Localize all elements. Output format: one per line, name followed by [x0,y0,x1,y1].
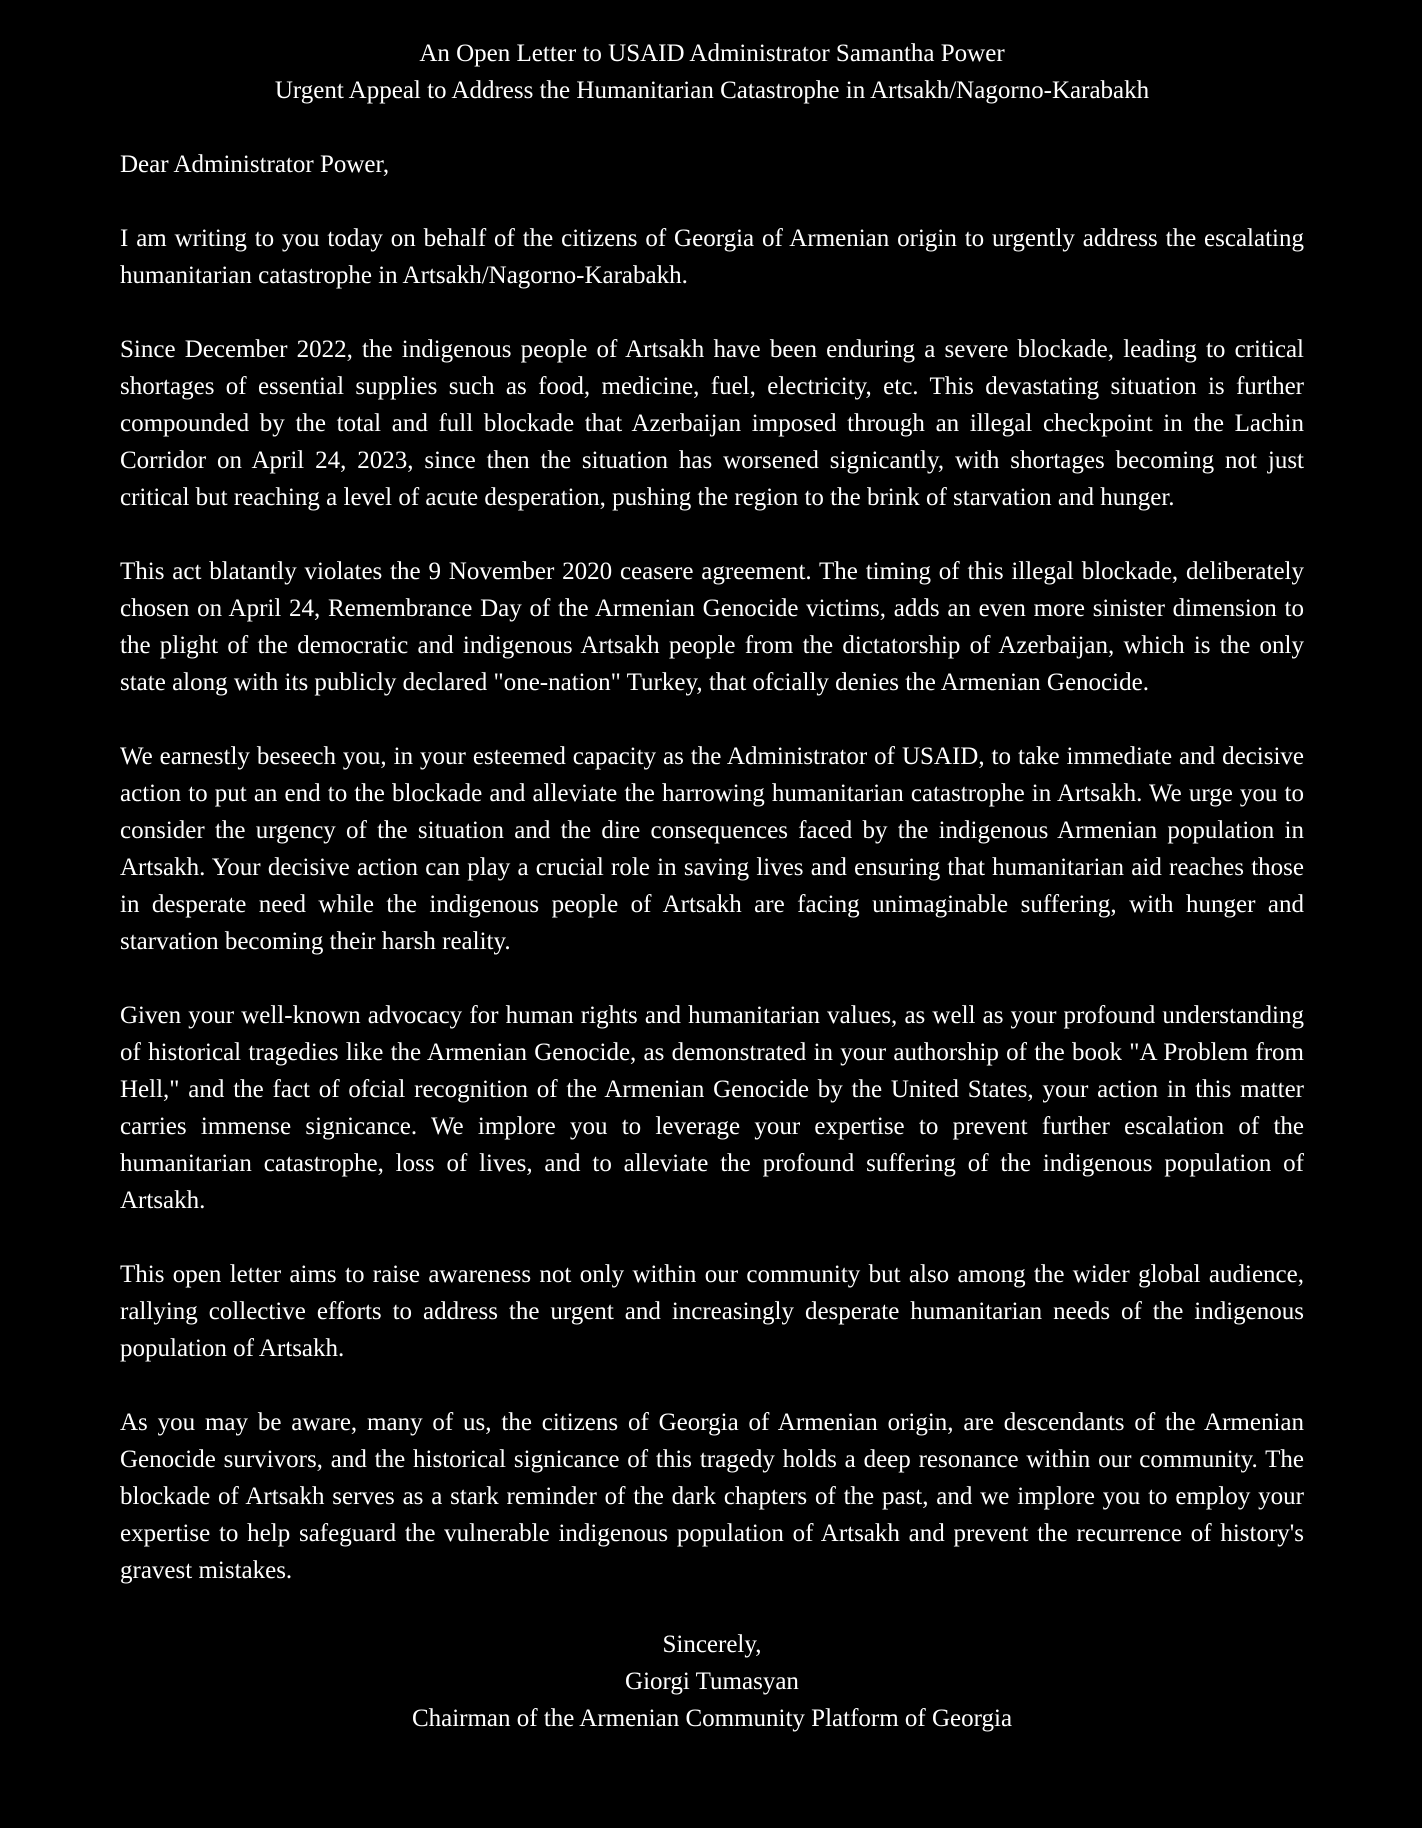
paragraph-request: We earnestly beseech you, in your esteemed capacity as the Administrator of USAID, to take immediate and decisive action to put an end to the blockade and alleviate the harrowing humanitarian catastrophe in Artsakh. We urge you to consider the urgency of the situation and the dire consequences faced by the indigenous Armenian population in Artsakh. Your decisive action can play a crucial role in saving lives and ensuring that humanitarian aid reaches those in desperate need while the indigenous people of Artsakh are facing unimaginable suffering, with hunger and starvation becoming their harsh reality. [120,743,1304,955]
letter-title: An Open Letter to USAID Administrator Samantha Power [419,40,1005,67]
salutation: Dear Administrator Power, [120,151,390,178]
paragraph-ceasefire-violation: This act blatantly violates the 9 November 2020 ceasere agreement. The timing of this illegal blockade, deliberately chosen on April 24, Remembrance Day of the Armenian Genocide victims, adds an even more sinister dimension to the plight of the democratic and indigenous Artsakh people from the dictatorship of Azerbaijan, which is the only state along with its publicly declared "one-nation" Turkey, that ofcially denies the Armenian Genocide. [120,558,1304,696]
letter-subtitle: Urgent Appeal to Address the Humanitarian Catastrophe in Artsakh/Nagorno-Karabakh [274,77,1150,104]
paragraph-history: As you may be aware, many of us, the citizens of Georgia of Armenian origin, are descendants of the Armenian Genocide survivors, and the historical signicance of this tragedy holds a deep resonance within our community. The blockade of Artsakh serves as a stark reminder of the dark chapters of the past, and we implore you to employ your expertise to help safeguard the vulnerable indigenous population of Artsakh and prevent the recurrence of history's gravest mistakes. [120,1409,1304,1584]
paragraph-intro: I am writing to you today on behalf of the citizens of Georgia of Armenian origin to urgently address the escalating humanitarian catastrophe in Artsakh/Nagorno-Karabakh. [120,225,1304,289]
paragraph-blockade: Since December 2022, the indigenous people of Artsakh have been enduring a severe blockade, leading to critical shortages of essential supplies such as food, medicine, fuel, electricity, etc. This devastating situation is further compounded by the total and full blockade that Azerbaijan imposed through an illegal checkpoint in the Lachin Corridor on April 24, 2023, since then the situation has worsened signicantly, with shortages becoming not just critical but reaching a level of acute desperation, pushing the region to the brink of starvation and hunger. [120,336,1304,511]
paragraph-awareness: This open letter aims to raise awareness not only within our community but also among the wider global audience, rallying collective efforts to address the urgent and increasingly desperate humanitarian needs of the indigenous population of Artsakh. [120,1261,1304,1362]
letter-header [120,35,1304,109]
signatory-name: Giorgi Tumasyan [625,1668,799,1695]
paragraph-advocacy: Given your well-known advocacy for human rights and humanitarian values, as well as your profound understanding of historical tragedies like the Armenian Genocide, as demonstrated in your authorship of the book "A Problem from Hell," and the fact of ofcial recognition of the Armenian Genocide by the United States, your action in this matter carries immense signicance. We implore you to leverage your expertise to prevent further escalation of the humanitarian catastrophe, loss of lives, and to alleviate the profound suffering of the indigenous population of Artsakh. [120,1002,1304,1214]
signature-block [120,1626,1304,1737]
closing: Sincerely, [662,1631,762,1658]
signatory-title: Chairman of the Armenian Community Platform of Georgia [411,1705,1013,1732]
